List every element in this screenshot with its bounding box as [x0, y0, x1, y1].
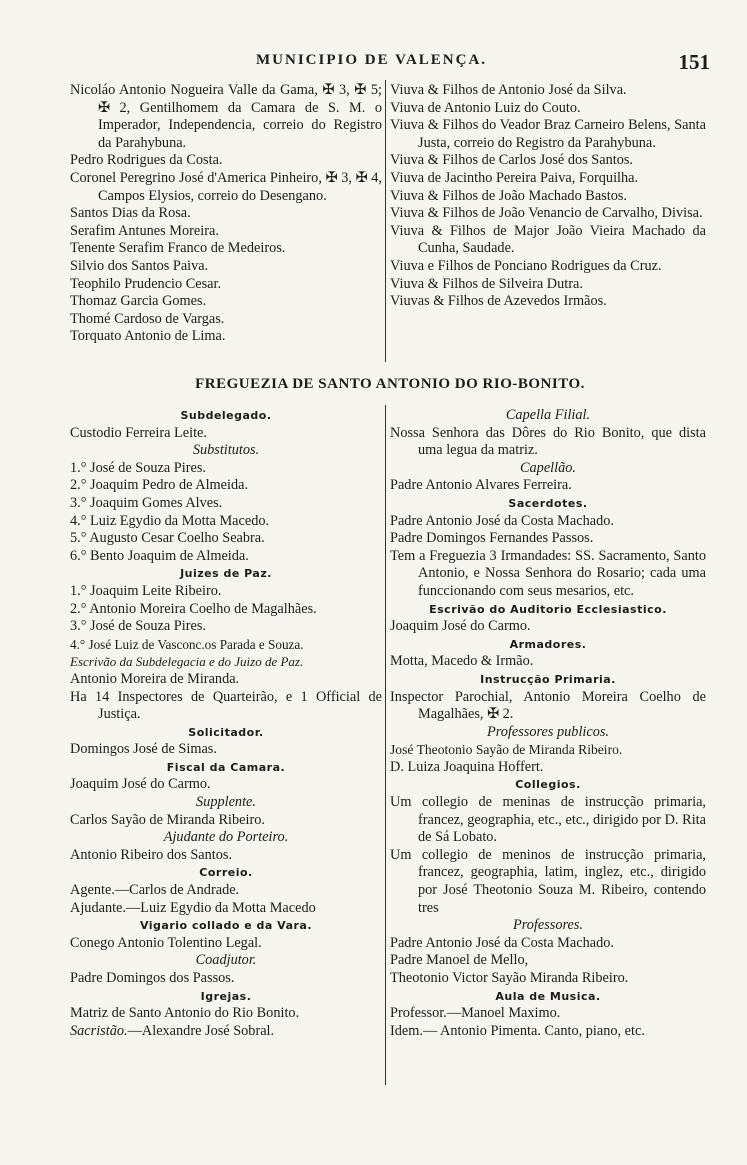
section-title: FREGUEZIA DE SANTO ANTONIO DO RIO-BONITO. [195, 376, 585, 392]
list-item: 3.° Joaquim Gomes Alves. [70, 494, 223, 511]
list-item: Viuva & Filhos de João Venancio de Carvalho, Divisa. [390, 205, 703, 222]
section-heading: Igrejas. [200, 989, 252, 1003]
section-heading: Professores. [512, 917, 584, 934]
bottom-right-column [390, 407, 706, 1040]
bottom-left-column [70, 407, 382, 1040]
list-item: Joaquim José do Carmo. [70, 776, 211, 793]
section-heading: Correio. [199, 866, 253, 880]
section-heading: Instrucção Primaria. [480, 672, 616, 686]
top-left-column [70, 82, 382, 346]
list-item: Viuva & Filhos de Antonio José da Silva. [390, 82, 627, 98]
list-item: Conego Antonio Tolentino Legal. [70, 934, 262, 951]
list-item: Padre Domingos Fernandes Passos. [390, 530, 594, 547]
list-item: Um collegio de meninos de instrucção primaria, francez, geographia, latim, inglez, etc., dirigido por José Theotonio Souza M. Ribeiro, contendo tres [390, 846, 706, 916]
section-heading: Vigario collado e da Vara. [139, 919, 313, 933]
list-item: D. Luiza Joaquina Hoffert. [390, 758, 544, 775]
list-item: Professor.—Manoel Maximo. [390, 1005, 561, 1022]
section-heading: Armadores. [509, 637, 587, 651]
list-item: Antonio Moreira de Miranda. [70, 670, 240, 687]
list-item: Thomé Cardoso de Vargas. [70, 310, 225, 327]
section-heading: Supplente. [196, 794, 256, 811]
list-item: 2.° Joaquim Pedro de Almeida. [70, 477, 249, 494]
list-item: Viuva & Filhos de Major João Vieira Machado da Cunha, Saudade. [390, 222, 706, 257]
section-heading: Escrivão do Auditorio Ecclesiastico. [429, 602, 667, 616]
list-item: Padre Antonio José da Costa Machado. [390, 512, 614, 529]
section-heading: Capella Filial. [505, 407, 591, 423]
column-divider [385, 80, 386, 362]
list-item: Motta, Macedo & Irmão. [390, 653, 534, 670]
list-item: Viuva de Jacintho Pereira Paiva, Forquilha. [390, 169, 639, 186]
section-heading: Juizes de Paz. [180, 567, 272, 581]
list-item: Domingos José de Simas. [70, 741, 217, 758]
list-item: Nicoláo Antonio Nogueira Valle da Gama, ✠ 3, ✠ 5; ✠ 2, Gentilhomem da Camara de S. M. o Imperador, Independencia, correio do Registro da Parahybuna. [70, 82, 382, 151]
list-item: Um collegio de meninas de instrucção primaria, francez, geographia, etc., etc., dirigido por D. Rita de Sá Lobato. [390, 794, 706, 846]
list-item: 4.° Luiz Egydio da Motta Macedo. [70, 512, 270, 529]
section-heading: Collegios. [515, 778, 581, 792]
list-item: Padre Antonio José da Costa Machado. [390, 934, 614, 951]
list-item: 6.° Bento Joaquim de Almeida. [70, 547, 249, 564]
list-item: 2.° Antonio Moreira Coelho de Magalhães. [70, 600, 317, 617]
list-item: 1.° Joaquim Leite Ribeiro. [70, 582, 222, 599]
page-number: 151 [678, 50, 710, 74]
list-item: Ha 14 Inspectores de Quarteirão, e 1 Official de Justiça. [70, 688, 382, 723]
list-item: 3.° José de Souza Pires. [70, 618, 206, 635]
list-item [70, 1023, 382, 1041]
list-item: Serafim Antunes Moreira. [70, 222, 219, 239]
list-item: Torquato Antonio de Lima. [70, 328, 226, 345]
sacristao-label: Sacristão. [70, 1022, 128, 1039]
list-item: Viuva & Filhos de Carlos José dos Santos. [390, 152, 633, 169]
top-right-column [390, 82, 706, 311]
list-item: Joaquim José do Carmo. [390, 618, 531, 635]
list-item: Inspector Parochial, Antonio Moreira Coelho de Magalhães, ✠ 2. [390, 688, 706, 723]
section-heading: Coadjutor. [195, 952, 257, 969]
section-heading: Ajudante do Porteiro. [163, 829, 289, 846]
list-item: Carlos Sayão de Miranda Ribeiro. [70, 811, 265, 828]
list-item: Ajudante.—Luiz Egydio da Motta Macedo [70, 899, 316, 916]
list-item: Silvio dos Santos Paiva. [70, 257, 209, 274]
list-item: Padre Domingos dos Passos. [70, 970, 235, 986]
list-item: Santos Dias da Rosa. [70, 205, 191, 222]
sacristao-name: —Alexandre José Sobral. [127, 1022, 275, 1039]
list-item: Viuva & Filhos do Veador Braz Carneiro Belens, Santa Justa, correio do Registro da Parahybuna. [390, 117, 706, 151]
section-heading: Substitutos. [192, 442, 260, 459]
page-header [70, 50, 710, 78]
list-item: Coronel Peregrino José d'America Pinheiro, ✠ 3, ✠ 4, Campos Elysios, correio do Desengano. [70, 169, 382, 204]
escrivao-heading: Escrivão da Subdelegacia e do Juizo de Paz. [70, 654, 304, 670]
list-item: Pedro Rodrigues da Costa. [70, 152, 223, 169]
list-item: Theotonio Victor Sayão Miranda Ribeiro. [390, 970, 629, 986]
list-item: Idem.— Antonio Pimenta. Canto, piano, etc. [390, 1022, 645, 1039]
list-item: 1.° José de Souza Pires. [70, 459, 206, 476]
list-item: Viuva & Filhos de Silveira Dutra. [390, 275, 583, 292]
list-item: Padre Manoel de Mello, [390, 952, 529, 969]
section-heading: Subdelegado. [180, 409, 272, 422]
list-item: Padre Antonio Alvares Ferreira. [390, 477, 572, 494]
section-heading: Sacerdotes. [508, 496, 588, 510]
list-item: Custodio Ferreira Leite. [70, 424, 207, 441]
list-item: Agente.—Carlos de Andrade. [70, 882, 240, 899]
section-heading: Aula de Musica. [495, 989, 601, 1003]
list-item: 5.° Augusto Cesar Coelho Seabra. [70, 530, 265, 547]
list-item: Viuva e Filhos de Ponciano Rodrigues da Cruz. [390, 257, 662, 274]
list-item: Viuva & Filhos de João Machado Bastos. [390, 187, 628, 204]
section-heading: Solicitador. [188, 725, 264, 739]
list-item: 4.° José Luiz de Vasconc.os Parada e Souza. [70, 636, 304, 652]
list-item: Tem a Freguezia 3 Irmandades: SS. Sacramento, Santo Antonio, e Nossa Senhora do Rosario; cada uma funccionando com seus mesarios, etc. [390, 547, 706, 599]
list-item: Matriz de Santo Antonio do Rio Bonito. [70, 1005, 300, 1022]
list-item: Antonio Ribeiro dos Santos. [70, 846, 233, 863]
page-title: MUNICIPIO DE VALENÇA. [256, 52, 488, 68]
section-heading: Professores publicos. [486, 723, 610, 740]
list-item: Viuvas & Filhos de Azevedos Irmãos. [390, 293, 607, 310]
list-item: Nossa Senhora das Dôres do Rio Bonito, que dista uma legua da matriz. [390, 424, 706, 459]
column-divider [385, 405, 386, 1085]
section-heading: Capellão. [520, 459, 576, 476]
list-item: Teophilo Prudencio Cesar. [70, 275, 222, 292]
list-item: Viuva de Antonio Luiz do Couto. [390, 99, 581, 116]
list-item: José Theotonio Sayão de Miranda Ribeiro. [390, 742, 623, 758]
list-item: Thomaz Garcia Gomes. [70, 293, 207, 310]
section-heading: Fiscal da Camara. [166, 760, 286, 774]
list-item: Tenente Serafim Franco de Medeiros. [70, 240, 286, 257]
